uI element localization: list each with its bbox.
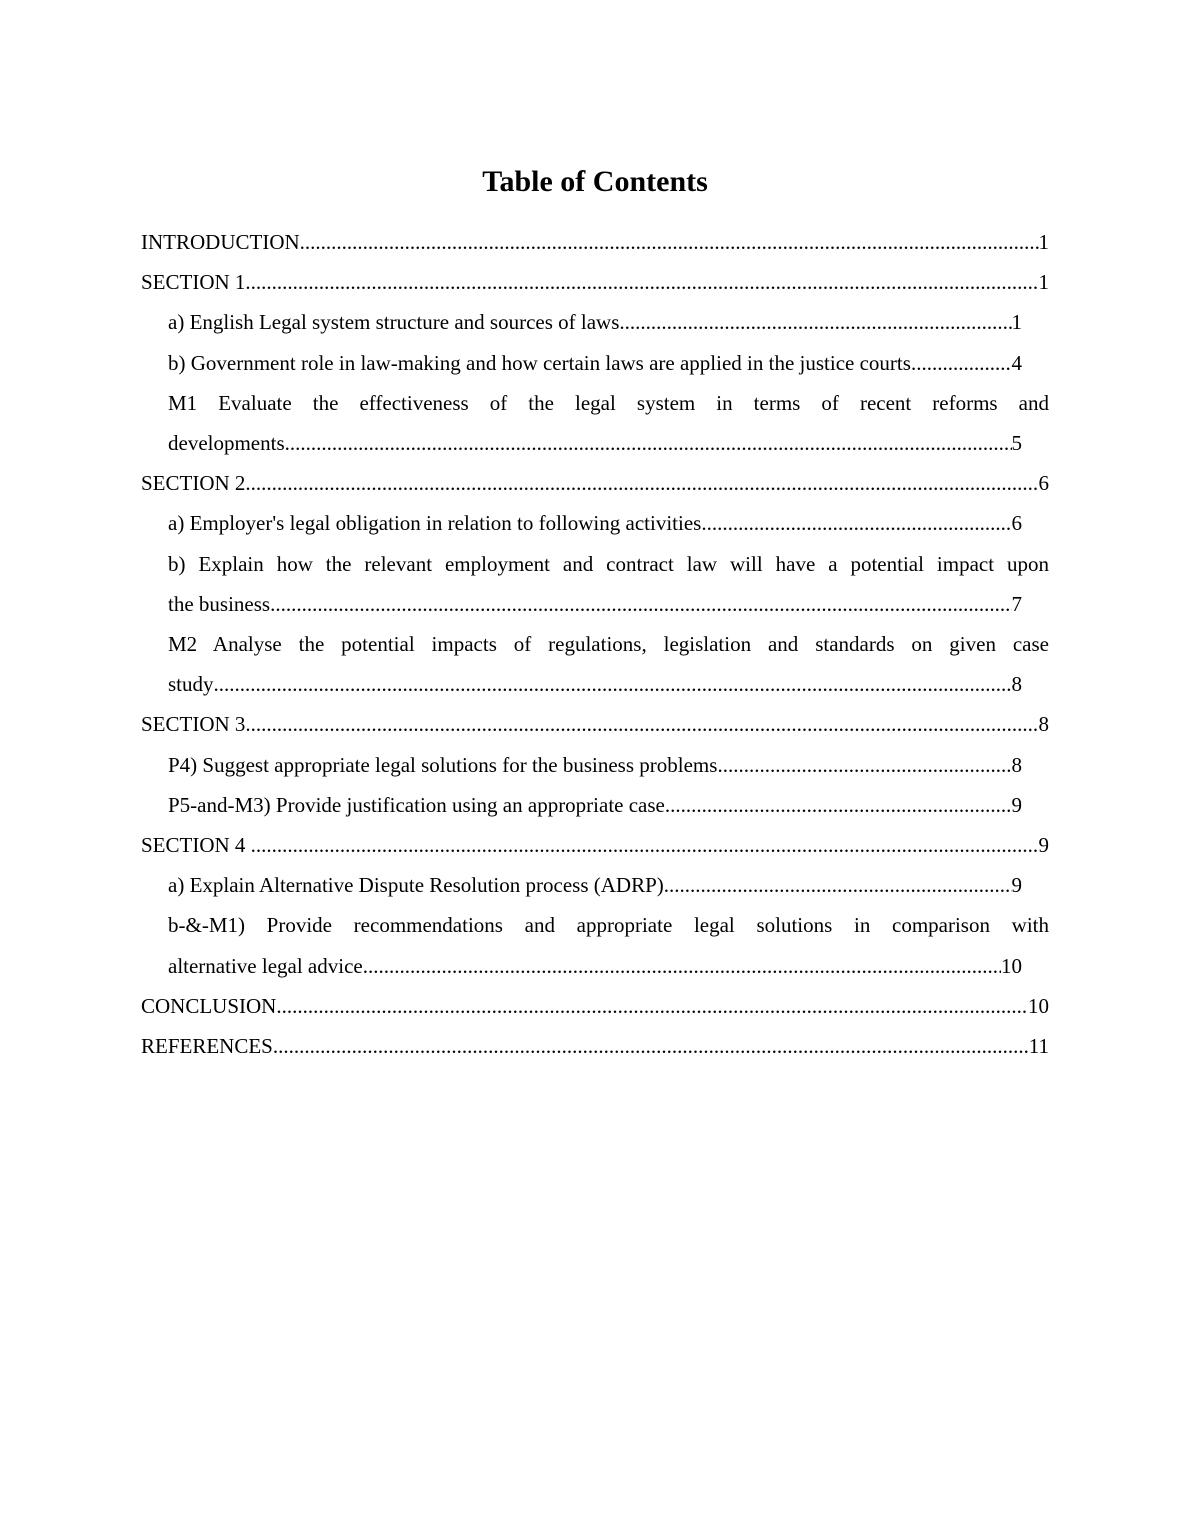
toc-entry-label: developments (168, 431, 285, 456)
toc-entry-section-4[interactable] (141, 825, 1049, 865)
toc-entry-first-line: M2 Analyse the potential impacts of regulations, legislation and standards on given case (168, 632, 1049, 657)
toc-entry-page: 6 (1011, 511, 1022, 536)
toc-entry-english-legal-system[interactable] (168, 302, 1022, 342)
toc-entry-first-line: M1 Evaluate the effectiveness of the legal system in terms of recent reforms and (168, 390, 1049, 415)
toc-entry-page: 1 (1038, 270, 1049, 295)
toc-entry-page: 5 (1011, 431, 1022, 456)
toc-entry-page: 9 (1011, 792, 1022, 817)
toc-entry-label: CONCLUSION (141, 993, 277, 1018)
toc-entry-label: a) Explain Alternative Dispute Resolution process (ADRP) (168, 873, 664, 898)
toc-entry-page: 10 (1028, 993, 1049, 1018)
toc-entry-label: b) Government role in law-making and how certain laws are applied in the justice courts (168, 350, 911, 375)
toc-entry-first-line: b) Explain how the relevant employment and contract law will have a potential impact upon (168, 551, 1049, 576)
toc-entry-label: SECTION 3 (141, 712, 246, 737)
toc-entry-employment-contract-law[interactable] (168, 544, 1049, 624)
toc-entry-label: a) Employer's legal obligation in relation to following activities (168, 511, 702, 536)
toc-entry-page: 8 (1038, 712, 1049, 737)
toc-entry-section-3[interactable] (141, 704, 1049, 744)
table-of-contents (141, 222, 1049, 1066)
toc-entry-government-role[interactable] (168, 343, 1022, 383)
toc-entry-p4-legal-solutions[interactable] (168, 745, 1022, 785)
toc-entry-label: P4) Suggest appropriate legal solutions for the business problems (168, 752, 718, 777)
toc-entry-page: 11 (1028, 1034, 1049, 1059)
toc-entry-page: 8 (1011, 672, 1022, 697)
toc-entry-page: 9 (1011, 873, 1022, 898)
toc-entry-label: P5-and-M3) Provide justification using an appropriate case (168, 792, 665, 817)
toc-entry-m1-evaluate[interactable] (168, 383, 1049, 463)
toc-entry-label: alternative legal advice (168, 953, 363, 978)
toc-entry-page: 7 (1011, 591, 1022, 616)
toc-entry-section-2[interactable] (141, 463, 1049, 503)
toc-entry-conclusion[interactable] (141, 986, 1049, 1026)
page-title: Table of Contents (482, 165, 708, 198)
toc-entry-adrp[interactable] (168, 865, 1022, 905)
toc-entry-introduction[interactable] (141, 222, 1049, 262)
toc-entry-label: study (168, 672, 214, 697)
toc-entry-label: SECTION 2 (141, 471, 246, 496)
toc-entry-first-line: b-&-M1) Provide recommendations and appropriate legal solutions in comparison with (168, 913, 1049, 938)
toc-entry-m2-analyse[interactable] (168, 624, 1049, 704)
toc-entry-page: 6 (1038, 471, 1049, 496)
toc-entry-label: SECTION 4 (141, 833, 251, 858)
toc-entry-employer-obligation[interactable] (168, 503, 1022, 543)
toc-entry-label: SECTION 1 (141, 270, 246, 295)
toc-entry-page: 1 (1011, 310, 1022, 335)
toc-entry-references[interactable] (141, 1026, 1049, 1066)
toc-entry-p5-m3-justification[interactable] (168, 785, 1022, 825)
toc-entry-section-1[interactable] (141, 262, 1049, 302)
toc-entry-page: 10 (1001, 953, 1022, 978)
toc-entry-label: INTRODUCTION (141, 230, 300, 254)
toc-entry-label: REFERENCES (141, 1034, 273, 1059)
toc-entry-label: the business (168, 591, 271, 616)
toc-entry-page: 8 (1011, 752, 1022, 777)
toc-entry-label: a) English Legal system structure and sources of laws (168, 310, 620, 335)
toc-entry-page: 1 (1038, 230, 1049, 254)
toc-entry-recommendations[interactable] (168, 905, 1049, 985)
toc-entry-page: 4 (1011, 350, 1022, 375)
toc-entry-page: 9 (1038, 833, 1049, 858)
